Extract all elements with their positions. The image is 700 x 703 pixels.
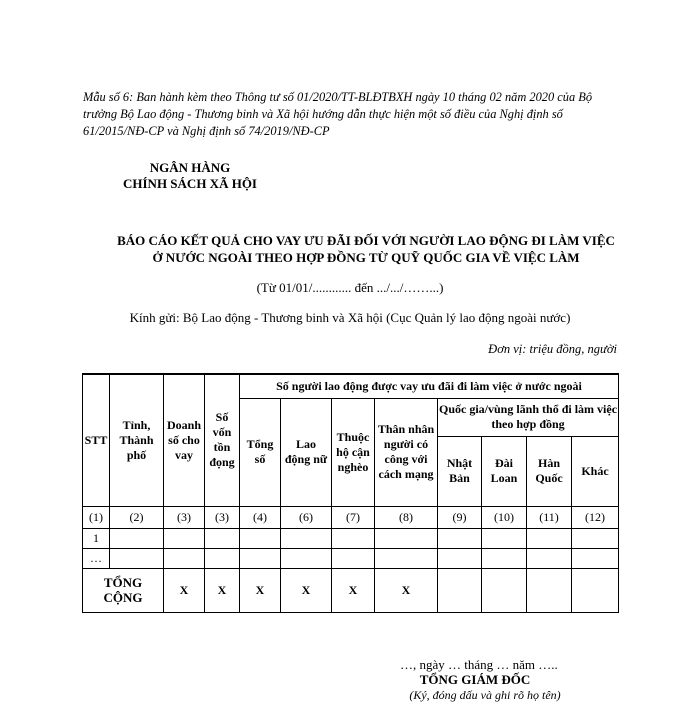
table-cell — [332, 548, 375, 568]
organization-line-2: CHÍNH SÁCH XÃ HỘI — [123, 176, 257, 191]
report-title-line-1: BÁO CÁO KẾT QUẢ CHO VAY ƯU ĐÃI ĐỐI VỚI NGƯỜI LAO ĐỘNG ĐI LÀM VIỆC — [117, 233, 615, 248]
col-number: (2) — [110, 506, 164, 528]
header-countries: Quốc gia/vùng lãnh thổ đi làm việc theo hợp đồng — [438, 398, 619, 436]
header-province: Tỉnh, Thành phố — [110, 374, 164, 506]
header-relatives: Thân nhân người có công với cách mạng — [375, 398, 438, 506]
total-cell — [527, 568, 572, 612]
table-cell — [438, 548, 482, 568]
total-label: TỔNG CỘNG — [83, 568, 164, 612]
table-cell — [375, 528, 438, 548]
table-cell — [375, 548, 438, 568]
col-number: (11) — [527, 506, 572, 528]
column-number-row — [83, 506, 619, 528]
issuing-organization — [100, 160, 280, 192]
header-stt: STT — [83, 374, 110, 506]
table-cell — [164, 548, 205, 568]
report-recipient: Kính gửi: Bộ Lao động - Thương binh và Xã hội (Cục Quản lý lao động ngoài nước) — [129, 310, 571, 325]
header-loans: Doanh số cho vay — [164, 374, 205, 506]
col-number: (3) — [164, 506, 205, 528]
header-other: Khác — [572, 436, 619, 506]
table-header-row-1 — [83, 374, 619, 398]
col-number: (6) — [281, 506, 332, 528]
total-cell — [482, 568, 527, 612]
table-row — [83, 548, 619, 568]
table-cell — [164, 528, 205, 548]
table-cell — [281, 548, 332, 568]
header-near-poor: Thuộc hộ cận nghèo — [332, 398, 375, 506]
total-cell: X — [164, 568, 205, 612]
table-cell — [205, 548, 240, 568]
table-cell — [205, 528, 240, 548]
table-cell — [332, 528, 375, 548]
table-cell — [527, 528, 572, 548]
col-number: (9) — [438, 506, 482, 528]
table-cell — [572, 548, 619, 568]
col-number: (1) — [83, 506, 110, 528]
row-stt: 1 — [83, 528, 110, 548]
total-cell — [438, 568, 482, 612]
header-outstanding: Số vốn tồn đọng — [205, 374, 240, 506]
table-cell — [240, 548, 281, 568]
col-number: (7) — [332, 506, 375, 528]
table-cell — [110, 548, 164, 568]
row-stt: … — [83, 548, 110, 568]
unit-note: Đơn vị: triệu đồng, người — [488, 342, 617, 356]
signature-title: TỔNG GIÁM ĐỐC — [419, 672, 531, 687]
total-row — [83, 568, 619, 612]
header-taiwan: Đài Loan — [482, 436, 527, 506]
col-number: (4) — [240, 506, 281, 528]
total-cell — [572, 568, 619, 612]
table-cell — [281, 528, 332, 548]
total-cell: X — [205, 568, 240, 612]
form-legal-note: Mẫu số 6: Ban hành kèm theo Thông tư số 01/2020/TT-BLĐTBXH ngày 10 tháng 02 năm 2020 của Bộ trưởng Bộ Lao động - Thương binh và Xã hội hướng dẫn thực hiện một số điều của Nghị định số 61/2015/NĐ-CP và Nghị định số 74/2019/NĐ-CP — [83, 90, 593, 138]
total-cell: X — [375, 568, 438, 612]
header-female: Lao động nữ — [281, 398, 332, 506]
report-title — [60, 232, 672, 266]
table-cell — [240, 528, 281, 548]
col-number: (3) — [205, 506, 240, 528]
header-borrowers-group: Số người lao động được vay ưu đãi đi làm việc ở nước ngoài — [240, 374, 619, 398]
table-cell — [527, 548, 572, 568]
header-total: Tổng số — [240, 398, 281, 506]
report-table — [82, 373, 619, 613]
table-cell — [572, 528, 619, 548]
total-cell: X — [281, 568, 332, 612]
header-korea: Hàn Quốc — [527, 436, 572, 506]
col-number: (8) — [375, 506, 438, 528]
signature-date-line: …, ngày … tháng … năm ….. — [400, 657, 558, 672]
col-number: (10) — [482, 506, 527, 528]
col-number: (12) — [572, 506, 619, 528]
total-cell: X — [240, 568, 281, 612]
total-cell: X — [332, 568, 375, 612]
table-row — [83, 528, 619, 548]
signature-note: (Ký, đóng dấu và ghi rõ họ tên) — [409, 688, 561, 702]
table-cell — [438, 528, 482, 548]
report-title-line-2: Ở NƯỚC NGOÀI THEO HỢP ĐỒNG TỪ QUỸ QUỐC GIA VỀ VIỆC LÀM — [152, 250, 580, 265]
table-cell — [110, 528, 164, 548]
table-cell — [482, 548, 527, 568]
organization-line-1: NGÂN HÀNG — [149, 160, 231, 175]
table-cell — [482, 528, 527, 548]
report-period: (Từ 01/01/............ đến .../.../……...) — [256, 280, 444, 295]
header-japan: Nhật Bản — [438, 436, 482, 506]
